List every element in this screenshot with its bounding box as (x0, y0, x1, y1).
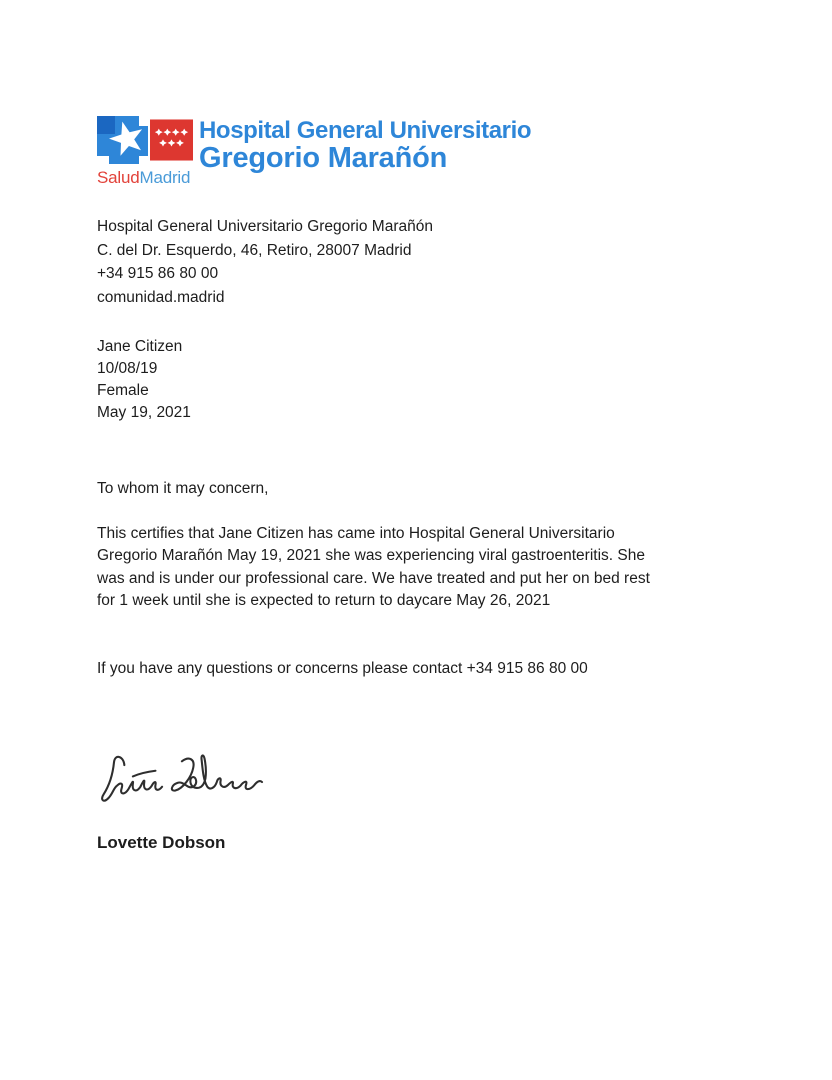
hospital-address-line: C. del Dr. Esquerdo, 46, Retiro, 28007 Madrid (97, 241, 412, 259)
letter-body: This certifies that Jane Citizen has came into Hospital General Universitario Gregorio Marañón May 19, 2021 she was experiencing viral gastroenteritis. She was and is under our professional care. We have treated and put her on bed rest for 1 week until she is expected to return to daycare May 26, 2021 (97, 525, 650, 609)
signature-image (94, 750, 266, 816)
logo-salud-text: Salud (97, 168, 140, 187)
salutation: To whom it may concern, (97, 480, 269, 497)
hospital-name-line2: Gregorio Marañón (199, 142, 448, 174)
hospital-address-block (97, 215, 433, 309)
salud-madrid-logo (97, 116, 197, 190)
hospital-address-line: Hospital General Universitario Gregorio Marañón (97, 218, 433, 235)
hospital-website-line: comunidad.madrid (97, 288, 225, 306)
contact-line: If you have any questions or concerns please contact +34 915 86 80 00 (97, 660, 588, 677)
madrid-flag-icon (150, 119, 193, 161)
patient-dob-line: 10/08/19 (97, 360, 158, 377)
patient-name-line: Jane Citizen (97, 338, 183, 355)
hospital-title (199, 118, 531, 174)
salud-madrid-wordmark (97, 168, 190, 188)
patient-sex-line: Female (97, 382, 149, 399)
visit-date-line: May 19, 2021 (97, 404, 191, 421)
patient-info-block (97, 336, 191, 424)
logo-madrid-text: Madrid (139, 168, 191, 187)
hospital-name-line1: Hospital General Universitario (199, 117, 532, 144)
hospital-phone-line: +34 915 86 80 00 (97, 265, 219, 282)
signatory-name: Lovette Dobson (97, 833, 226, 852)
salud-madrid-cross-icon (97, 116, 148, 166)
